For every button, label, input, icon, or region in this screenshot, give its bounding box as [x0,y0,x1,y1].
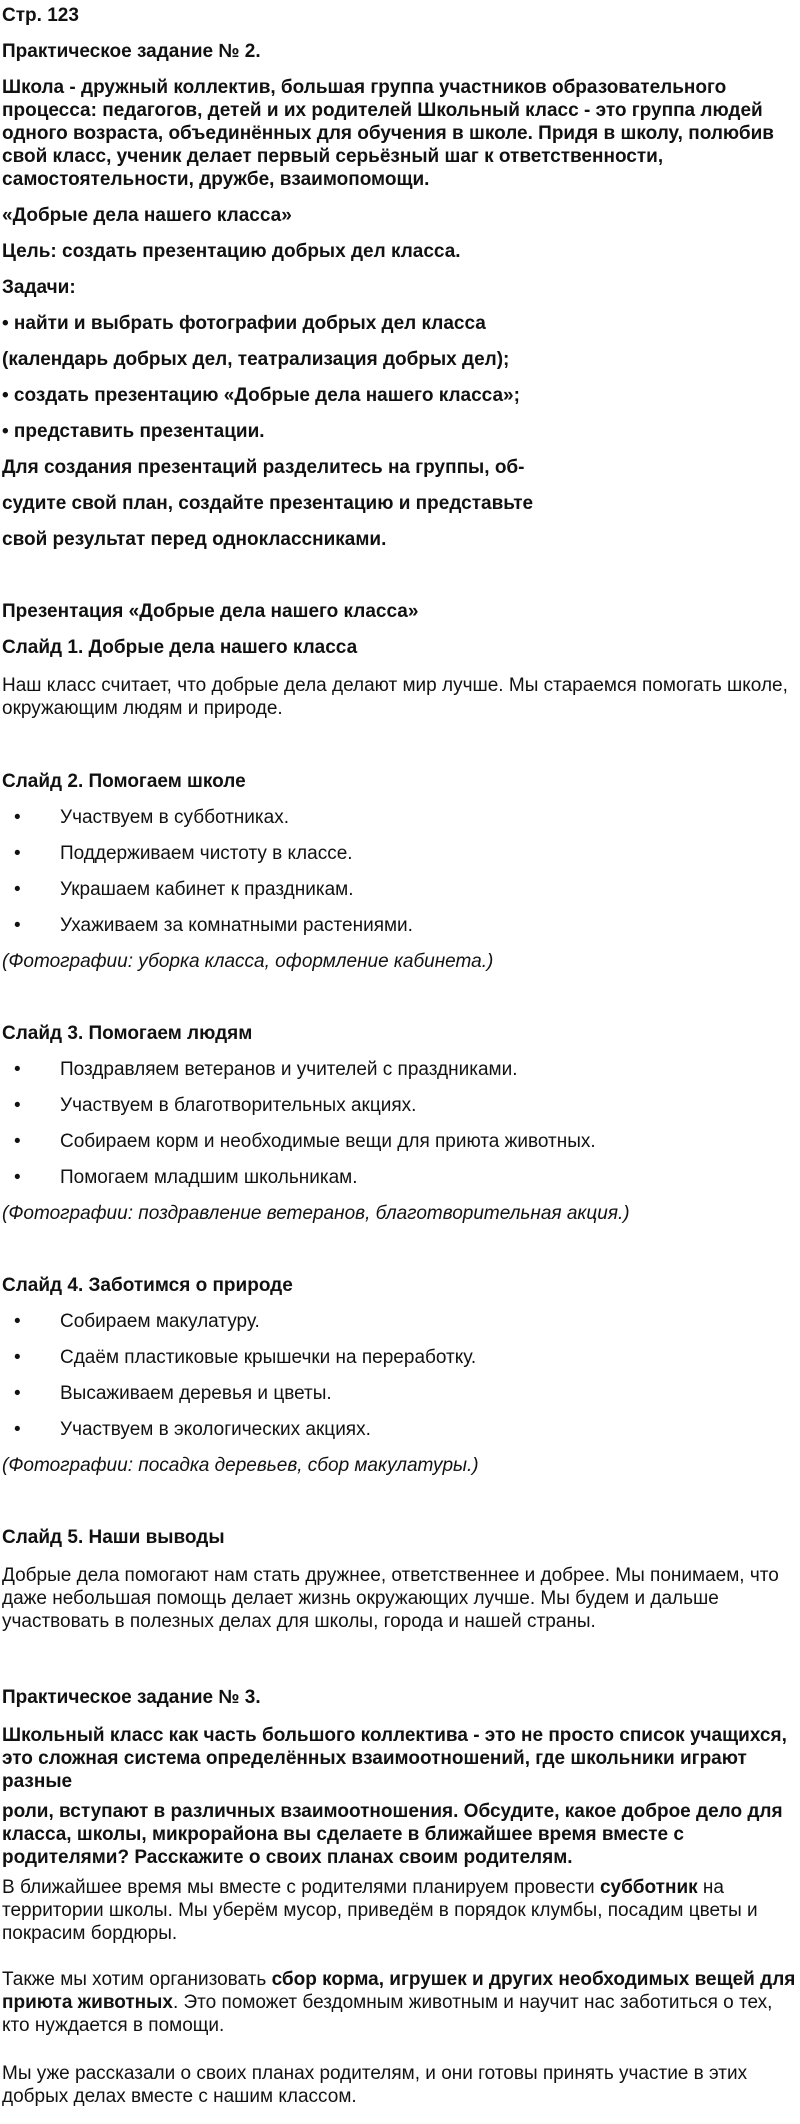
list-item-text: Участвуем в экологических акциях. [60,1419,371,1440]
slide5-title: Слайд 5. Наши выводы [2,1527,225,1548]
task-item: • представить презентации. [2,421,265,442]
project-goal: Цель: создать презентацию добрых дел класса. [2,241,461,262]
answer-text: . Это поможет бездомным животным и научит нас заботиться о тех, кто нуждается в помощи. [2,1992,773,2036]
list-item-text: Украшаем кабинет к праздникам. [60,879,354,900]
task3-title: Практическое задание № 3. [2,1687,261,1708]
list-item-text: Поздравляем ветеранов и учителей с праздниками. [60,1059,518,1080]
task2-intro: Школа - дружный коллектив, большая группа участников образовательного процесса: педагогов, детей и их родителей Школьный класс - это группа людей одного возраста, объединённых для обучения в школе. Придя в школу, полюбив свой класс, ученик делает первый серьёзный шаг к ответственности, самостоятельности, дружбе, взаимопомощи. [2,77,774,190]
slide5-text: Добрые дела помогают нам стать дружнее, ответственнее и добрее. Мы понимаем, что даже небольшая помощь делает жизнь окружающих лучше. Мы будем и дальше участвовать в полезных делах для школы, города и нашей страны. [2,1565,779,1632]
task3-question-part2: роли, вступают в различных взаимоотношения. Обсудите, какое доброе дело для класса, школы, микрорайона вы сделаете в ближайшее время вместе с родителями? Расскажите о своих планах своим родителям. [2,1801,783,1868]
list-item-text: Помогаем младшим школьникам. [60,1167,358,1188]
bullet-icon: • [14,807,21,828]
list-item-text: Ухаживаем за комнатными растениями. [60,915,413,936]
bullet-icon: • [14,1419,21,1440]
bullet-icon: • [14,843,21,864]
list-item-text: Сдаём пластиковые крышечки на переработку. [60,1347,477,1368]
slide2-title: Слайд 2. Помогаем школе [2,771,246,792]
answer-paragraph-1 [2,1876,798,1945]
task2-title: Практическое задание № 2. [2,41,261,62]
bullet-icon: • [14,1347,21,1368]
answer-paragraph-3: Мы уже рассказали о своих планах родителям, и они готовы принять участие в этих добрых делах вместе с нашим классом. [2,2063,748,2107]
bullet-icon: • [14,915,21,936]
slide4-title: Слайд 4. Заботимся о природе [2,1275,293,1296]
instruction-line: Для создания презентаций разделитесь на группы, об- [2,457,525,478]
list-item-text: Участвуем в благотворительных акциях. [60,1095,417,1116]
task3-question-part1: Школьный класс как часть большого коллектива - это не просто список учащихся, это сложная система определённых взаимоотношений, где школьники играют разные [2,1725,787,1792]
answer-paragraph-2 [2,1968,798,2037]
answer-text: на территории школы. Мы уберём мусор, приведём в порядок клумбы, посадим цветы и покрасим бордюры. [2,1877,758,1944]
bullet-icon: • [14,879,21,900]
list-item-text: Собираем макулатуру. [60,1311,260,1332]
slide3-photos: (Фотографии: поздравление ветеранов, благотворительная акция.) [2,1203,630,1224]
bullet-icon: • [14,1383,21,1404]
bullet-icon: • [14,1095,21,1116]
task-item: • найти и выбрать фотографии добрых дел класса [2,313,486,334]
project-name: «Добрые дела нашего класса» [2,205,292,226]
bullet-icon: • [14,1311,21,1332]
answer-text: В ближайшее время мы вместе с родителями планируем провести [2,1877,600,1898]
page-header: Стр. 123 [2,5,79,26]
instruction-line: судите свой план, создайте презентацию и представьте [2,493,534,514]
slide2-photos: (Фотографии: уборка класса, оформление кабинета.) [2,951,494,972]
list-item-text: Поддерживаем чистоту в классе. [60,843,353,864]
tasks-label: Задачи: [2,277,76,298]
bullet-icon: • [14,1131,21,1152]
task-item: (календарь добрых дел, театрализация добрых дел); [2,349,510,370]
slide1-text: Наш класс считает, что добрые дела делают мир лучше. Мы стараемся помогать школе, окружающим людям и природе. [2,675,788,719]
bullet-icon: • [14,1167,21,1188]
bullet-icon: • [14,1059,21,1080]
instruction-line: свой результат перед одноклассниками. [2,529,387,550]
slide3-title: Слайд 3. Помогаем людям [2,1023,253,1044]
answer-highlight: субботник [599,1877,698,1898]
list-item-text: Собираем корм и необходимые вещи для приюта животных. [60,1131,596,1152]
answer-highlight: сбор корма, игрушек и других необходимых вещей для приюта животных [2,1969,796,2013]
list-item-text: Высаживаем деревья и цветы. [60,1383,332,1404]
slide4-photos: (Фотографии: посадка деревьев, сбор макулатуры.) [2,1455,479,1476]
slide1-title: Слайд 1. Добрые дела нашего класса [2,637,358,658]
task-item: • создать презентацию «Добрые дела нашего класса»; [2,385,520,406]
answer-text: Также мы хотим организовать [2,1969,272,1990]
presentation-title: Презентация «Добрые дела нашего класса» [2,601,419,622]
list-item-text: Участвуем в субботниках. [60,807,289,828]
